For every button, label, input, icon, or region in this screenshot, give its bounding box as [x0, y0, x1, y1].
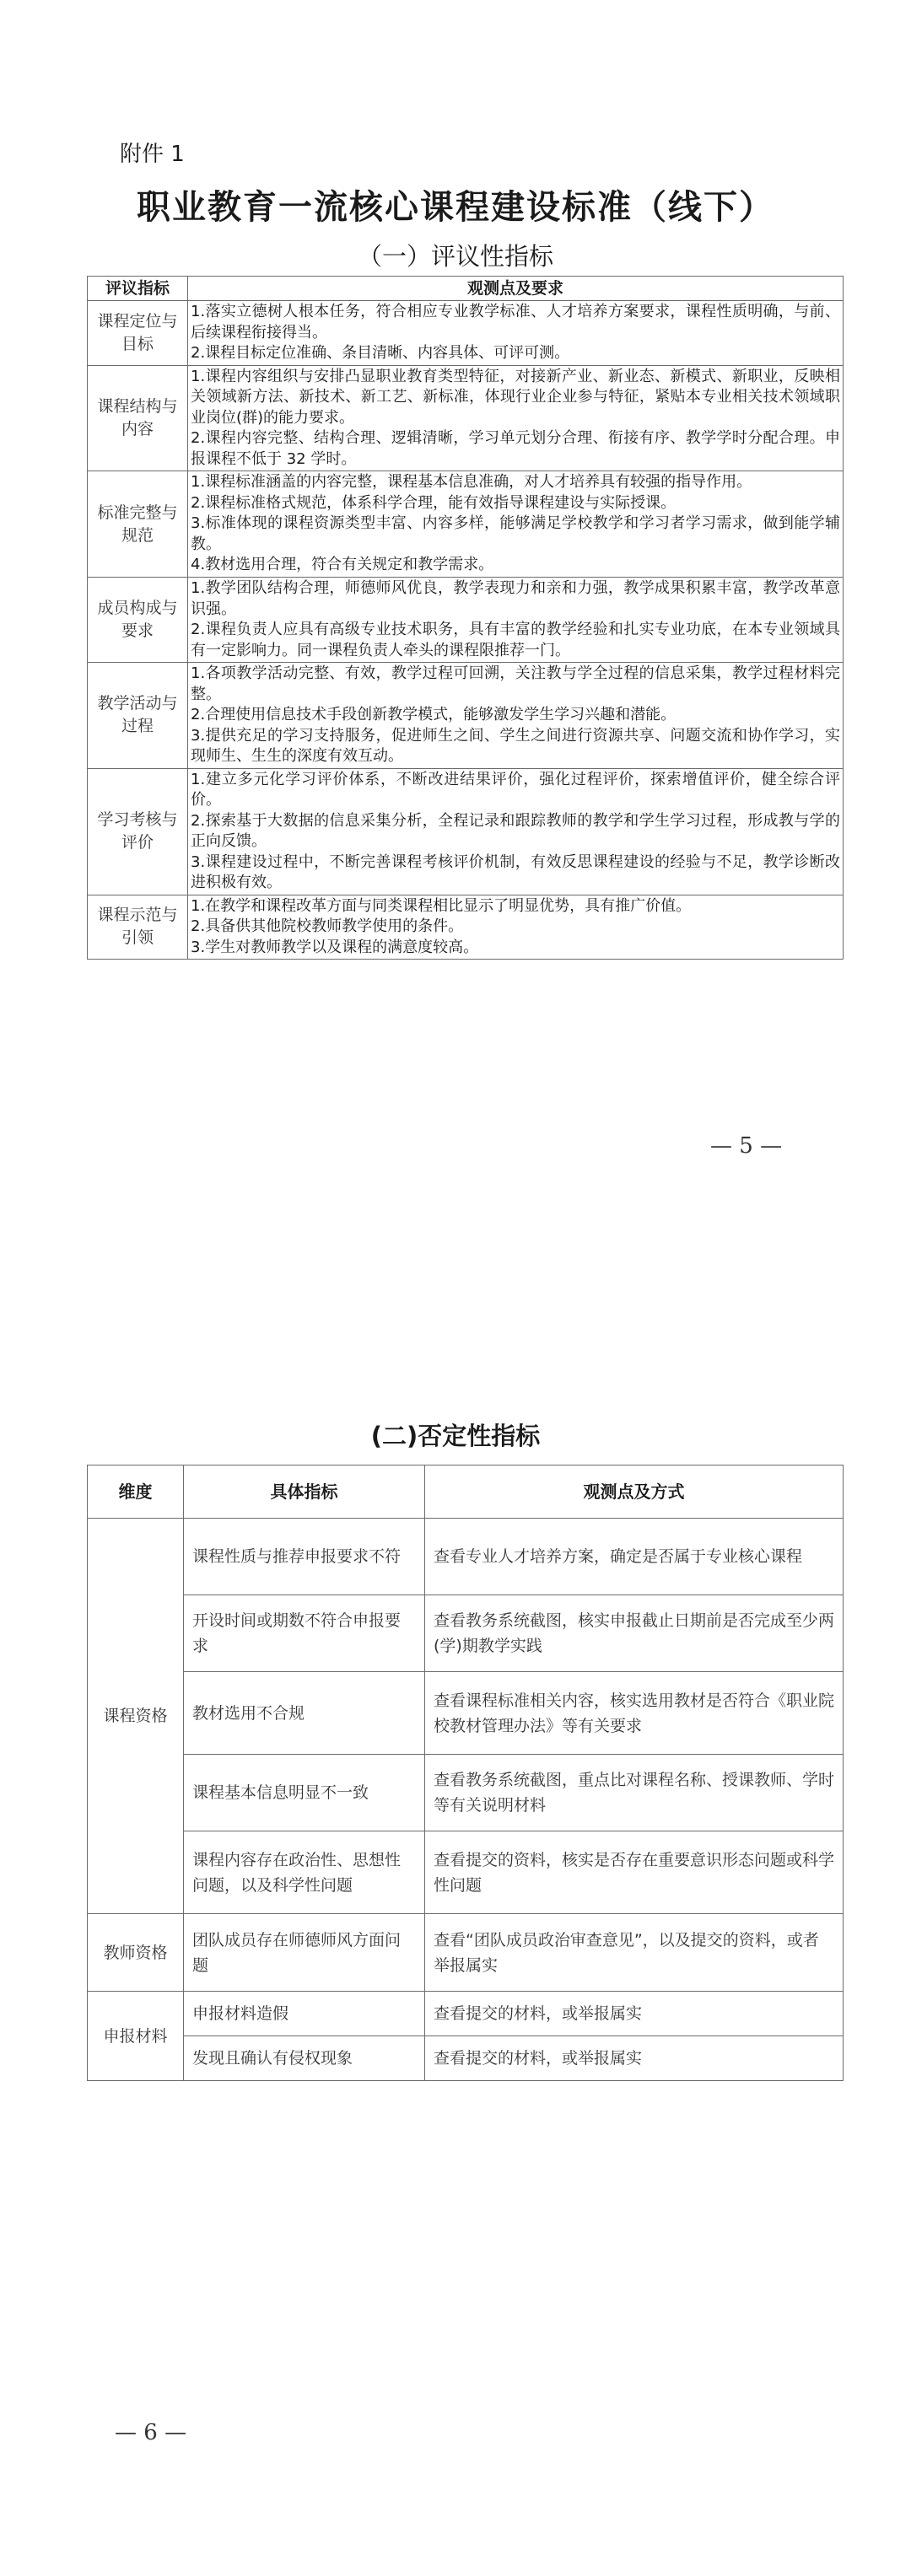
document-title: 职业教育一流核心课程建设标准（线下）: [137, 188, 774, 227]
requirement-item: 2.课程负责人应具有高级专业技术职务，具有丰富的教学经验和扎实专业功底，在本专业领域具有一定影响力。同一课程负责人牵头的课程限推荐一门。: [191, 621, 840, 659]
indicator-cell: 教学活动与过程: [88, 663, 188, 769]
table-row: [88, 301, 844, 366]
table-row: [88, 768, 844, 895]
requirements-cell: [188, 301, 844, 366]
page-6: [0, 1288, 911, 2576]
indicator-cell: 教材选用不合规: [184, 1672, 425, 1755]
indicator-cell: 课程结构与内容: [88, 365, 188, 471]
table-row: [88, 1914, 844, 1992]
requirements-cell: [188, 663, 844, 769]
section-title-negative: (二)否定性指标: [370, 1422, 541, 1450]
method-cell: 查看专业人才培养方案，确定是否属于专业核心课程: [425, 1519, 844, 1595]
evaluation-indicators-table: [87, 276, 844, 960]
method-cell: 查看提交的材料，或举报属实: [425, 2036, 844, 2081]
requirement-item: 3.课程建设过程中，不断完善课程考核评价机制，有效反思课程建设的经验与不足，教学诊断改进积极有效。: [191, 852, 840, 891]
indicator-cell: 课程定位与目标: [88, 301, 188, 366]
requirements-cell: [188, 365, 844, 471]
requirement-item: 3.标准体现的课程资源类型丰富、内容多样，能够满足学校教学和学习者学习需求，做到能学辅教。: [191, 514, 840, 553]
table-row: [88, 2036, 844, 2081]
header-indicator: 具体指标: [184, 1465, 425, 1519]
table-header-row: [88, 277, 844, 301]
requirement-item: 2.课程目标定位准确、条目清晰、内容具体、可评可测。: [191, 344, 570, 362]
table-row: [88, 1831, 844, 1914]
dimension-cell: 申报材料: [88, 1992, 184, 2081]
requirement-item: 1.课程内容组织与安排凸显职业教育类型特征，对接新产业、新业态、新模式、新职业，反映相关领域新方法、新技术、新工艺、新标准，体现行业企业参与特征，紧贴本专业相关技术领域职业岗位(群)的能力要求。: [191, 367, 840, 427]
indicator-cell: 开设时间或期数不符合申报要求: [184, 1595, 425, 1672]
indicator-cell: 团队成员存在师德师风方面问题: [184, 1914, 425, 1992]
indicator-cell: 课程基本信息明显不一致: [184, 1755, 425, 1831]
requirement-item: 1.建立多元化学习评价体系，不断改进结果评价，强化过程评价，探索增值评价，健全综合评价。: [191, 770, 840, 809]
indicator-cell: 课程性质与推荐申报要求不符: [184, 1519, 425, 1595]
method-cell: 查看教务系统截图，核实申报截止日期前是否完成至少两(学)期教学实践: [425, 1595, 844, 1672]
method-cell: 查看“团队成员政治审查意见”，以及提交的资料，或者举报属实: [425, 1914, 844, 1992]
indicator-cell: 课程示范与引领: [88, 895, 188, 960]
indicator-cell: 标准完整与规范: [88, 471, 188, 578]
indicator-cell: 学习考核与评价: [88, 768, 188, 895]
requirement-item: 1.落实立德树人根本任务，符合相应专业教学标准、人才培养方案要求，课程性质明确，与前、后续课程衔接得当。: [191, 303, 840, 341]
header-dimension: 维度: [88, 1465, 184, 1519]
requirement-item: 1.课程标准涵盖的内容完整，课程基本信息准确，对人才培养具有较强的指导作用。: [191, 473, 752, 492]
requirements-cell: [188, 578, 844, 663]
table-row: [88, 663, 844, 769]
indicator-cell: 申报材料造假: [184, 1992, 425, 2036]
requirement-item: 2.课程内容完整、结构合理、逻辑清晰，学习单元划分合理、衔接有序、教学学时分配合理。申报课程不低于 32 学时。: [191, 429, 840, 468]
indicator-cell: 发现且确认有侵权现象: [184, 2036, 425, 2081]
table-row: [88, 1595, 844, 1672]
requirements-cell: [188, 895, 844, 960]
header-indicator: 评议指标: [88, 277, 188, 301]
requirements-cell: [188, 768, 844, 895]
requirement-item: 4.教材选用合理，符合有关规定和教学需求。: [191, 556, 494, 574]
negative-indicators-table: [87, 1465, 844, 2081]
table-row: [88, 1755, 844, 1831]
requirement-item: 1.在教学和课程改革方面与同类课程相比显示了明显优势，具有推广价值。: [191, 896, 692, 915]
attachment-label: 附件 1: [120, 142, 185, 167]
method-cell: 查看提交的材料，或举报属实: [425, 1992, 844, 2036]
header-method: 观测点及方式: [425, 1465, 844, 1519]
table-row: [88, 365, 844, 471]
requirement-item: 3.学生对教师教学以及课程的满意度较高。: [191, 938, 479, 956]
table-row: [88, 1992, 844, 2036]
table-row: [88, 1519, 844, 1595]
header-requirements: 观测点及要求: [188, 277, 844, 301]
dimension-cell: 课程资格: [88, 1519, 184, 1914]
requirement-item: 2.课程标准格式规范，体系科学合理，能有效指导课程建设与实际授课。: [191, 493, 677, 512]
dimension-cell: 教师资格: [88, 1914, 184, 1992]
requirement-item: 2.具备供其他院校教师教学使用的条件。: [191, 917, 464, 935]
requirement-item: 3.提供充足的学习支持服务，促进师生之间、学生之间进行资源共享、问题交流和协作学习，实现师生、生生的深度有效互动。: [191, 726, 840, 765]
indicator-cell: 课程内容存在政治性、思想性问题，以及科学性问题: [184, 1831, 425, 1914]
method-cell: 查看提交的资料，核实是否存在重要意识形态问题或科学性问题: [425, 1831, 844, 1914]
requirement-item: 2.合理使用信息技术手段创新教学模式，能够激发学生学习兴趣和潜能。: [191, 706, 677, 723]
table-row: [88, 578, 844, 663]
page-number: — 6 —: [115, 2420, 187, 2445]
section-title-evaluation: （一）评议性指标: [357, 242, 553, 271]
requirement-item: 1.各项教学活动完整、有效，教学过程可回溯，关注教与学全过程的信息采集，教学过程材料完整。: [191, 664, 840, 703]
indicator-cell: 成员构成与要求: [88, 578, 188, 663]
table-row: [88, 471, 844, 578]
page-number: — 5 —: [710, 1133, 783, 1159]
requirements-cell: [188, 471, 844, 578]
requirement-item: 2.探索基于大数据的信息采集分析，全程记录和跟踪教师的教学和学生学习过程，形成教与学的正向反馈。: [191, 811, 840, 850]
table-row: [88, 895, 844, 960]
requirement-item: 1.教学团队结构合理，师德师风优良，教学表现力和亲和力强，教学成果积累丰富，教学改革意识强。: [191, 579, 840, 618]
table-row: [88, 1672, 844, 1755]
method-cell: 查看课程标准相关内容，核实选用教材是否符合《职业院校教材管理办法》等有关要求: [425, 1672, 844, 1755]
table-header-row: [88, 1465, 844, 1519]
method-cell: 查看教务系统截图，重点比对课程名称、授课教师、学时等有关说明材料: [425, 1755, 844, 1831]
